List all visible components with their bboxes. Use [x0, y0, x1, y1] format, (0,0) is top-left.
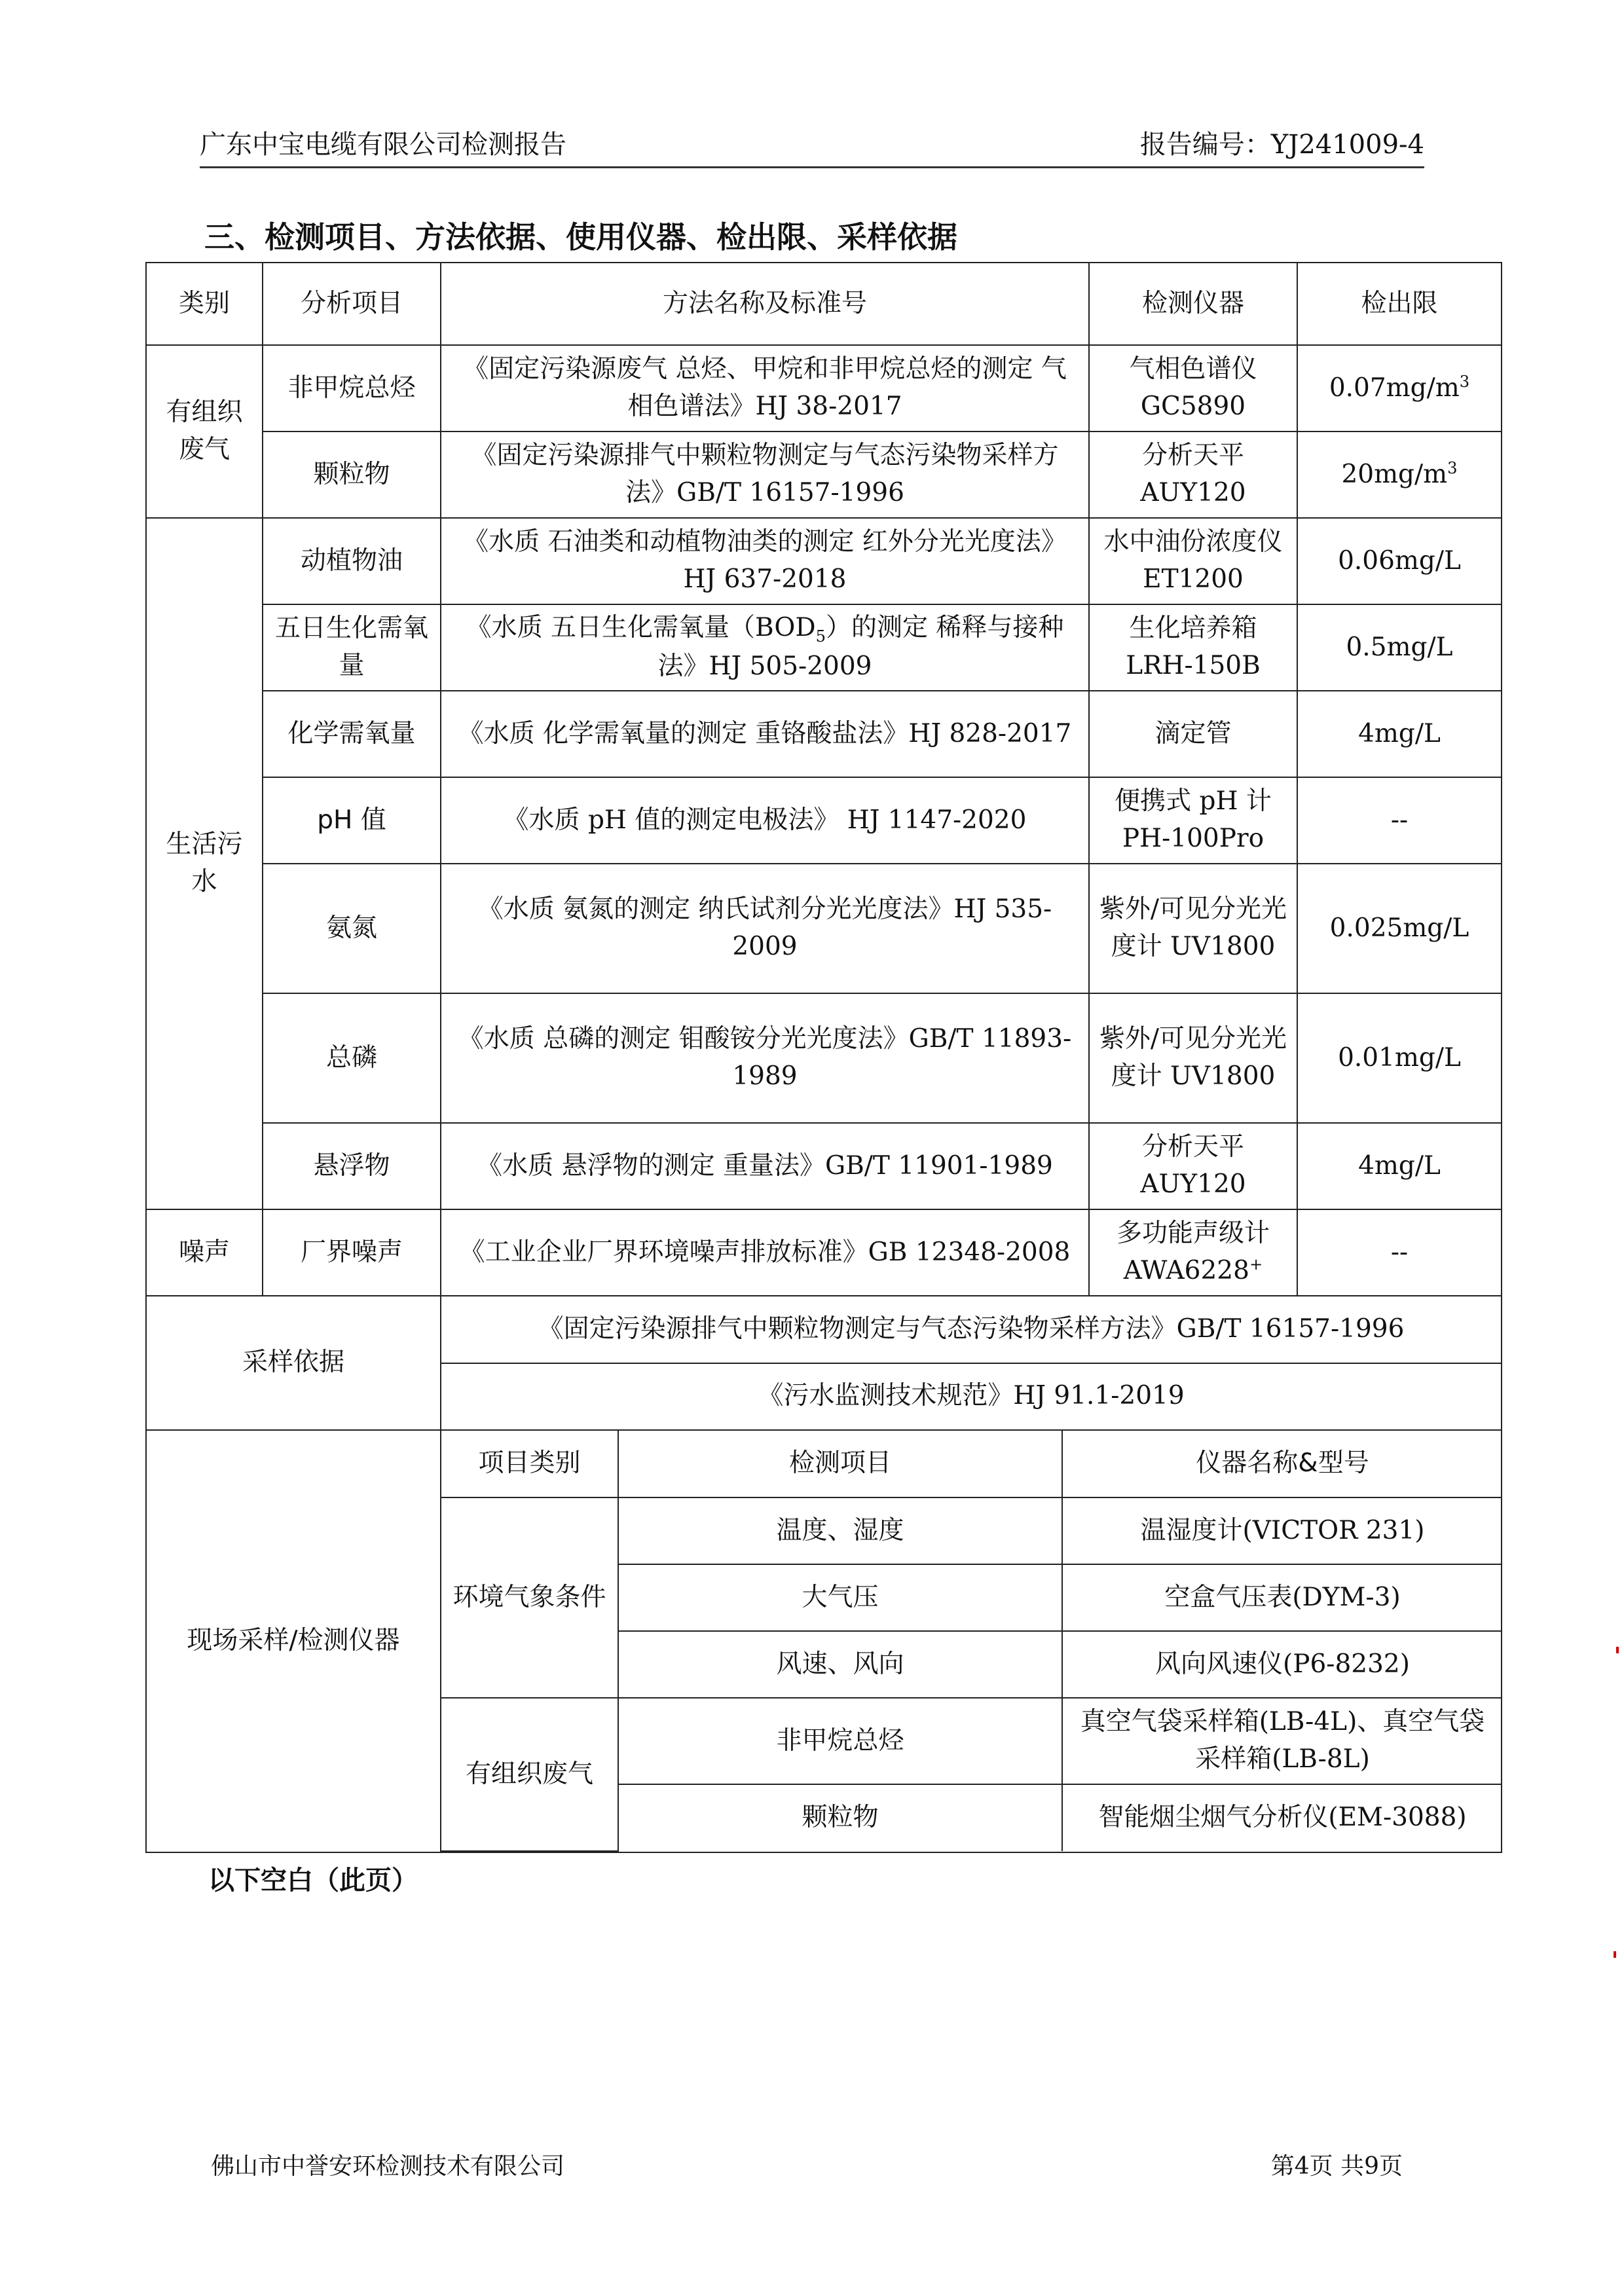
- sampling-basis-label: 采样依据: [146, 1296, 441, 1430]
- col-header-limit: 检出限: [1297, 263, 1502, 345]
- limit-cell: [1297, 345, 1502, 431]
- field-category-cell: 环境气象条件: [441, 1497, 618, 1698]
- instrument-cell: 便携式 pH 计 PH-100Pro: [1089, 777, 1297, 864]
- section-title: 三、检测项目、方法依据、使用仪器、检出限、采样依据: [204, 219, 957, 255]
- instrument-cell: 水中油份浓度仪 ET1200: [1089, 518, 1297, 604]
- table-row: [146, 777, 1502, 864]
- blank-note: 以下空白（此页）: [208, 1865, 418, 1896]
- col-header-item: 分析项目: [263, 263, 441, 345]
- item-cell: 厂界噪声: [263, 1209, 441, 1296]
- field-col-header-item: 检测项目: [618, 1431, 1062, 1497]
- field-instrument-cell: 空盒气压表(DYM-3): [1062, 1564, 1502, 1631]
- item-cell: 氨氮: [263, 864, 441, 993]
- method-cell: 《水质 总磷的测定 钼酸铵分光光度法》GB/T 11893-1989: [441, 993, 1089, 1123]
- category-cell: 生活污水: [146, 518, 263, 1209]
- sampling-basis-item: 《污水监测技术规范》HJ 91.1-2019: [441, 1363, 1501, 1430]
- table-row: [146, 864, 1502, 993]
- instrument-cell: 紫外/可见分光光度计 UV1800: [1089, 993, 1297, 1123]
- limit-cell: --: [1297, 777, 1502, 864]
- table-row: [146, 1123, 1502, 1209]
- field-item-cell: 非甲烷总烃: [618, 1698, 1062, 1784]
- item-cell: 非甲烷总烃: [263, 345, 441, 431]
- item-cell: pH 值: [263, 777, 441, 864]
- limit-cell: 0.01mg/L: [1297, 993, 1502, 1123]
- item-cell: 颗粒物: [263, 431, 441, 518]
- method-cell: [441, 604, 1089, 691]
- field-col-header-category: 项目类别: [441, 1431, 618, 1497]
- instrument-cell: 紫外/可见分光光度计 UV1800: [1089, 864, 1297, 993]
- report-company-title: 广东中宝电缆有限公司检测报告: [200, 130, 566, 160]
- field-item-cell: 风速、风向: [618, 1631, 1062, 1698]
- col-header-instrument: 检测仪器: [1089, 263, 1297, 345]
- limit-cell: 0.06mg/L: [1297, 518, 1502, 604]
- instrument-cell: 滴定管: [1089, 691, 1297, 777]
- instrument-cell: 分析天平 AUY120: [1089, 431, 1297, 518]
- footer-company: 佛山市中誉安环检测技术有限公司: [211, 2153, 565, 2180]
- method-cell: 《水质 化学需氧量的测定 重铬酸盐法》HJ 828-2017: [441, 691, 1089, 777]
- page-header: [200, 128, 1424, 168]
- limit-cell: 0.5mg/L: [1297, 604, 1502, 691]
- table-row: [146, 518, 1502, 604]
- item-cell: 化学需氧量: [263, 691, 441, 777]
- sampling-basis-cell: [441, 1296, 1502, 1430]
- method-subscript: 5: [815, 627, 826, 646]
- limit-superscript: 3: [1447, 458, 1458, 477]
- instrument-superscript: +: [1249, 1255, 1263, 1274]
- limit-cell: 4mg/L: [1297, 691, 1502, 777]
- field-row: [441, 1698, 1502, 1784]
- field-col-header-instrument: 仪器名称&型号: [1062, 1431, 1502, 1497]
- field-instrument-cell: 温湿度计(VICTOR 231): [1062, 1497, 1502, 1564]
- table-row: [146, 691, 1502, 777]
- field-row: [441, 1497, 1502, 1564]
- item-cell: 总磷: [263, 993, 441, 1123]
- category-cell: 噪声: [146, 1209, 263, 1296]
- field-instruments-cell: [441, 1430, 1502, 1852]
- field-item-cell: 大气压: [618, 1564, 1062, 1631]
- instrument-cell: 生化培养箱 LRH-150B: [1089, 604, 1297, 691]
- field-item-cell: 颗粒物: [618, 1784, 1062, 1851]
- report-number: 报告编号：YJ241009-4: [1139, 130, 1424, 160]
- page-number: 第4页 共9页: [1270, 2153, 1403, 2180]
- col-header-category: 类别: [146, 263, 263, 345]
- field-instruments-row: [146, 1430, 1502, 1852]
- margin-red-mark: [1614, 1951, 1616, 1958]
- method-cell: 《固定污染源废气 总烃、甲烷和非甲烷总烃的测定 气相色谱法》HJ 38-2017: [441, 345, 1089, 431]
- limit-cell: 4mg/L: [1297, 1123, 1502, 1209]
- category-cell: 有组织废气: [146, 345, 263, 518]
- limit-superscript: 3: [1459, 372, 1470, 391]
- method-cell: 《水质 石油类和动植物油类的测定 红外分光光度法》HJ 637-2018: [441, 518, 1089, 604]
- field-item-cell: 温度、湿度: [618, 1497, 1062, 1564]
- field-instrument-cell: 风向风速仪(P6-8232): [1062, 1631, 1502, 1698]
- item-cell: 悬浮物: [263, 1123, 441, 1209]
- method-cell: 《水质 悬浮物的测定 重量法》GB/T 11901-1989: [441, 1123, 1089, 1209]
- method-text-part: 《水质 五日生化需氧量（BOD: [466, 613, 816, 643]
- table-row: [146, 431, 1502, 518]
- test-items-table: [145, 262, 1502, 1853]
- field-instrument-cell: 真空气袋采样箱(LB-4L)、真空气袋采样箱(LB-8L): [1062, 1698, 1502, 1784]
- instrument-name: 多功能声级计 AWA6228: [1116, 1219, 1270, 1285]
- table-row: [146, 1209, 1502, 1296]
- instrument-cell: [1089, 1209, 1297, 1296]
- limit-cell: --: [1297, 1209, 1502, 1296]
- table-row: [146, 993, 1502, 1123]
- limit-cell: 0.025mg/L: [1297, 864, 1502, 993]
- limit-cell: [1297, 431, 1502, 518]
- sampling-basis-list: [441, 1296, 1501, 1429]
- field-instrument-cell: 智能烟尘烟气分析仪(EM-3088): [1062, 1784, 1502, 1851]
- table-header-row: [146, 263, 1502, 345]
- method-cell: 《固定污染源排气中颗粒物测定与气态污染物采样方法》GB/T 16157-1996: [441, 431, 1089, 518]
- sampling-basis-item: 《固定污染源排气中颗粒物测定与气态污染物采样方法》GB/T 16157-1996: [441, 1296, 1501, 1363]
- field-category-cell: 有组织废气: [441, 1698, 618, 1851]
- field-instruments-label: 现场采样/检测仪器: [146, 1430, 441, 1852]
- margin-red-mark: [1616, 1647, 1619, 1653]
- field-instruments-table: [441, 1431, 1502, 1852]
- field-header-row: [441, 1431, 1502, 1497]
- table-row: [146, 345, 1502, 431]
- limit-value: 0.07mg/m: [1329, 373, 1460, 403]
- instrument-cell: 气相色谱仪 GC5890: [1089, 345, 1297, 431]
- method-cell: 《水质 氨氮的测定 纳氏试剂分光光度法》HJ 535-2009: [441, 864, 1089, 993]
- col-header-method: 方法名称及标准号: [441, 263, 1089, 345]
- method-cell: 《水质 pH 值的测定电极法》 HJ 1147-2020: [441, 777, 1089, 864]
- method-text-part: ）的测定 稀释与接种法》HJ 505-2009: [657, 613, 1064, 682]
- item-cell: 动植物油: [263, 518, 441, 604]
- sampling-basis-row: [146, 1296, 1502, 1430]
- limit-value: 20mg/m: [1341, 459, 1448, 489]
- instrument-cell: 分析天平 AUY120: [1089, 1123, 1297, 1209]
- method-cell: 《工业企业厂界环境噪声排放标准》GB 12348-2008: [441, 1209, 1089, 1296]
- table-row: [146, 604, 1502, 691]
- item-cell: 五日生化需氧量: [263, 604, 441, 691]
